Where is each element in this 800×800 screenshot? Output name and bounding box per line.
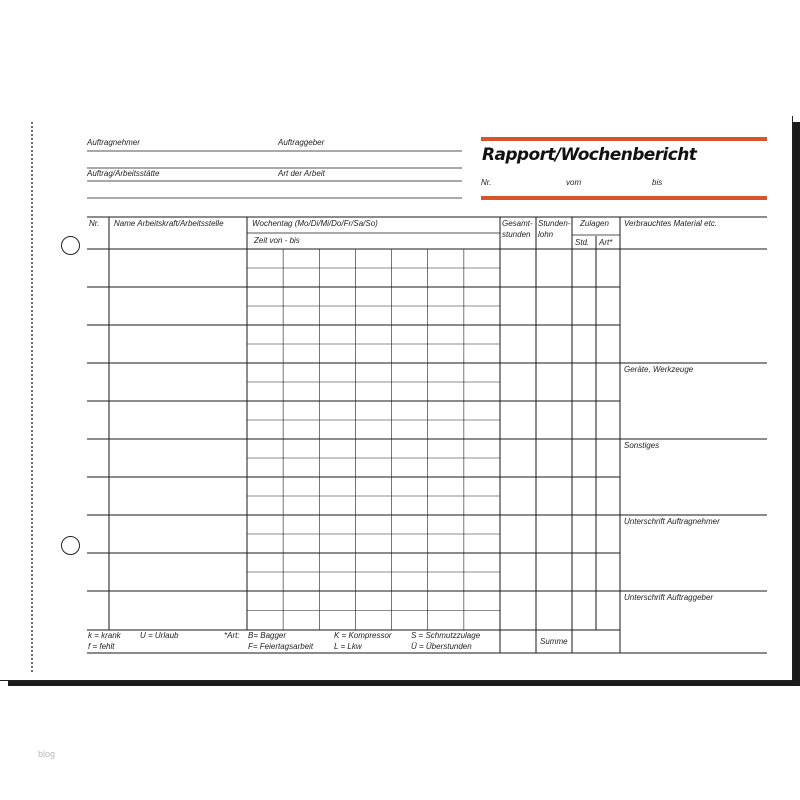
legend-krank: k = krank xyxy=(88,631,121,640)
column-header-zeit: Zeit von - bis xyxy=(254,236,300,245)
legend-schmutzzulage: S = Schmutzzulage xyxy=(411,631,481,640)
form-title: Rapport/Wochenbericht xyxy=(482,145,697,165)
column-header-gesamt-1: Gesamt- xyxy=(502,219,533,228)
label-bis: bis xyxy=(652,178,663,187)
accent-bar xyxy=(481,196,767,200)
legend-art: *Art: xyxy=(224,631,240,640)
section-geraete-werkzeuge: Geräte, Werkzeuge xyxy=(624,365,694,374)
label-nr: Nr. xyxy=(481,178,492,187)
label-auftragnehmer: Auftragnehmer xyxy=(87,138,140,147)
legend-bagger: B= Bagger xyxy=(248,631,287,640)
accent-bar xyxy=(481,137,767,141)
column-header-std: Std. xyxy=(575,238,590,247)
legend-ueberstunden: Ü = Überstunden xyxy=(411,642,472,651)
column-header-stunden-1: Stunden- xyxy=(538,219,571,228)
label-art-der-arbeit: Art der Arbeit xyxy=(278,169,325,178)
column-header-nr: Nr. xyxy=(89,219,100,228)
column-header-art: Art* xyxy=(599,238,613,247)
column-header-stunden-2: lohn xyxy=(538,230,554,239)
section-sonstiges: Sonstiges xyxy=(624,441,660,450)
legend-feiertagsarbeit: F= Feiertagsarbeit xyxy=(248,642,314,651)
section-unterschrift-auftraggeber: Unterschrift Auftraggeber xyxy=(624,593,714,602)
legend-kompressor: K = Kompressor xyxy=(334,631,392,640)
legend-fehlt: f = fehlt xyxy=(88,642,115,651)
section-unterschrift-auftragnehmer: Unterschrift Auftragnehmer xyxy=(624,517,720,526)
label-summe: Summe xyxy=(540,637,568,646)
column-header-gesamt-2: stunden xyxy=(502,230,531,239)
watermark: blog xyxy=(38,749,56,759)
legend-urlaub: U = Urlaub xyxy=(140,631,179,640)
column-header-zulagen: Zulagen xyxy=(580,219,609,228)
legend-lkw: L = Lkw xyxy=(334,642,362,651)
column-header-wochentag: Wochentag (Mo/Di/Mi/Do/Fr/Sa/So) xyxy=(252,219,378,228)
label-vom: vom xyxy=(566,178,582,187)
label-auftraggeber: Auftraggeber xyxy=(278,138,325,147)
column-header-name: Name Arbeitskraft/Arbeitsstelle xyxy=(114,219,224,228)
label-auftrag-arbeitsstaette: Auftrag/Arbeitsstätte xyxy=(87,169,160,178)
column-header-material: Verbrauchtes Material etc. xyxy=(624,219,718,228)
